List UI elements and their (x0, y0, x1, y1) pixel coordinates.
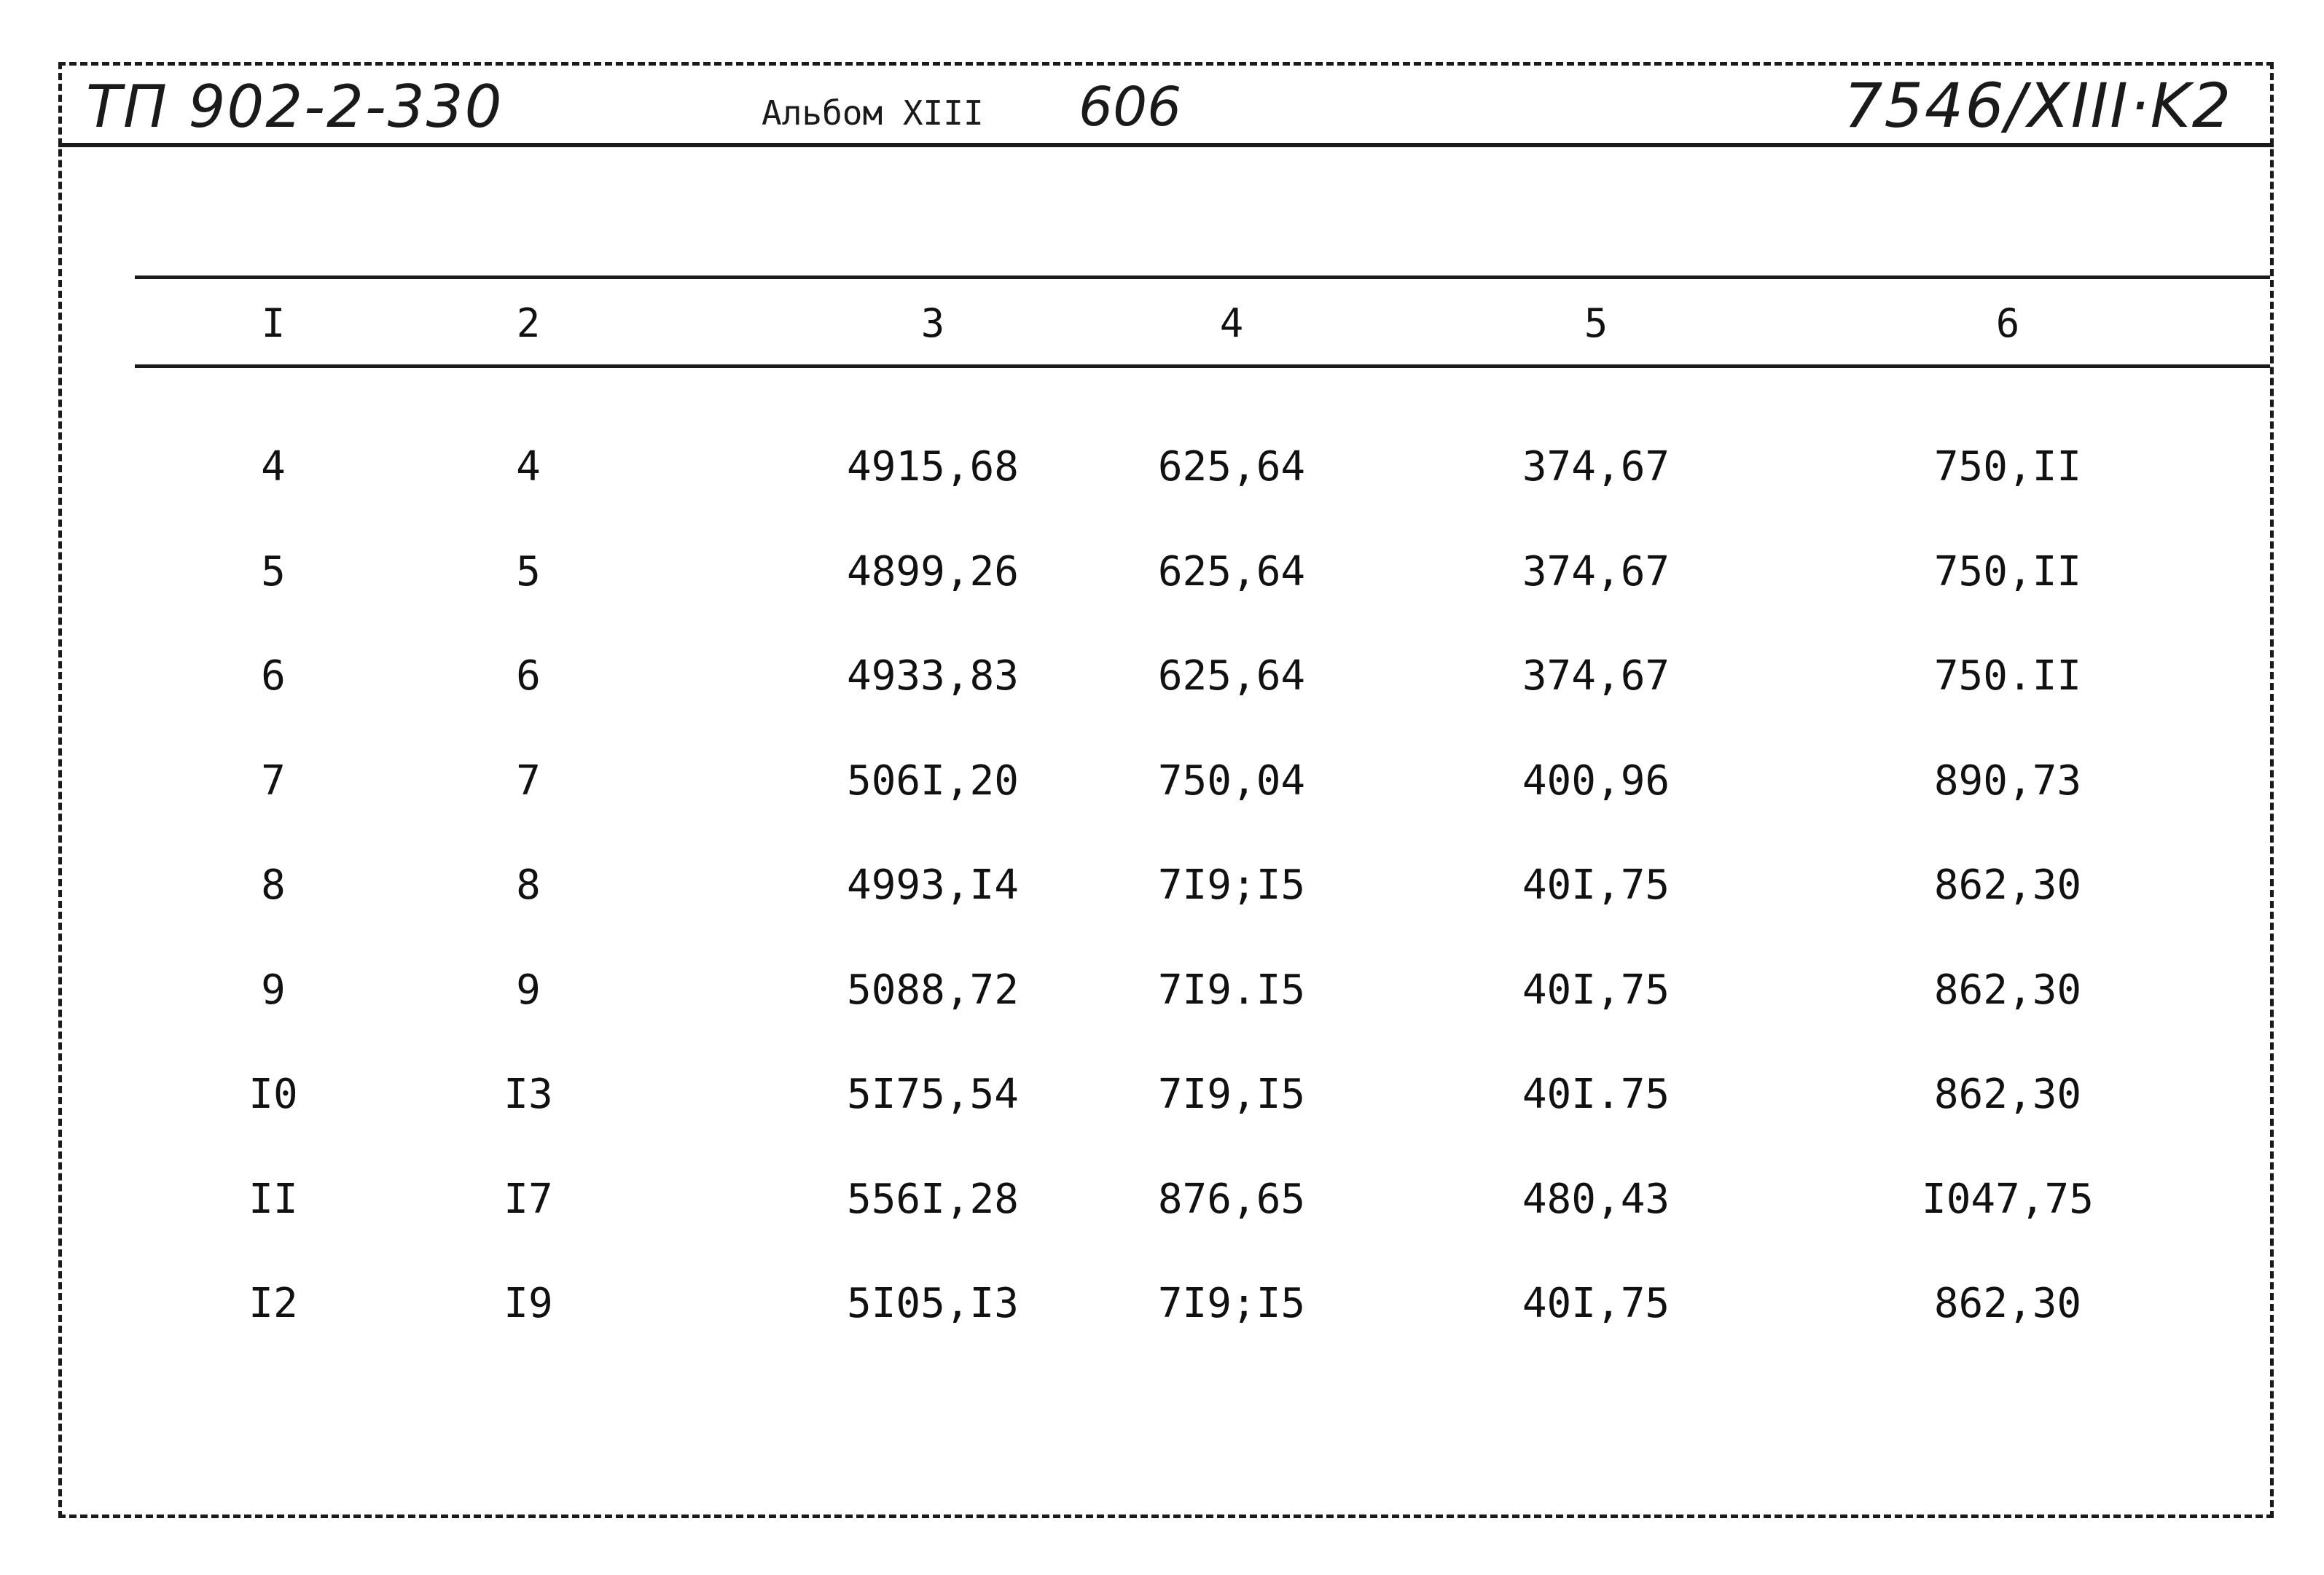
table-cell: 4933,83 (846, 652, 1019, 700)
table-cell: 374,67 (1522, 443, 1670, 491)
table-cell: I7 (504, 1176, 553, 1223)
table-cell: I3 (504, 1071, 553, 1118)
table-cell: 4915,68 (846, 443, 1019, 491)
table-cell: 625,64 (1157, 443, 1306, 491)
table-cell: 862,30 (1933, 861, 2082, 909)
table-cell: 750,II (1933, 443, 2082, 491)
table-cell: 506I,20 (846, 757, 1019, 805)
table-cell: 40I,75 (1522, 966, 1670, 1014)
table-cell: 862,30 (1933, 966, 2082, 1014)
table-row (0, 548, 2324, 606)
column-header: 3 (920, 300, 945, 346)
table-cell: 5I75,54 (846, 1071, 1019, 1118)
album-label: Альбом XIII (762, 93, 984, 133)
table-row (0, 652, 2324, 711)
table-cell: 40I,75 (1522, 861, 1670, 909)
table-cell: 4 (261, 443, 286, 491)
table-cell: 40I.75 (1522, 1071, 1670, 1118)
reference-code: 7546/XIII·K2 (1844, 70, 2233, 141)
column-header: 5 (1584, 300, 1608, 346)
table-row (0, 861, 2324, 920)
column-header: 4 (1219, 300, 1244, 346)
column-header: 6 (1995, 300, 2020, 346)
table-cell: 876,65 (1157, 1176, 1306, 1223)
header-rule (58, 143, 2274, 147)
table-cell: 625,64 (1157, 652, 1306, 700)
table-cell: I9 (504, 1280, 553, 1327)
table-cell: 7I9;I5 (1157, 1280, 1306, 1327)
table-cell: 400,96 (1522, 757, 1670, 805)
table-cell: 6 (261, 652, 286, 700)
table-cell: 9 (516, 966, 541, 1014)
table-cell: I0 (249, 1071, 298, 1118)
table-cell: 5088,72 (846, 966, 1019, 1014)
table-cell: 7 (261, 757, 286, 805)
table-cell: 5 (261, 548, 286, 595)
table-cell: 480,43 (1522, 1176, 1670, 1223)
table-row (0, 757, 2324, 816)
table-cell: 374,67 (1522, 548, 1670, 595)
table-cell: 625,64 (1157, 548, 1306, 595)
document-code: ТП 902-2-330 (86, 73, 504, 141)
table-row (0, 966, 2324, 1025)
table-cell: 40I,75 (1522, 1280, 1670, 1327)
table-cell: 374,67 (1522, 652, 1670, 700)
table-cell: 862,30 (1933, 1071, 2082, 1118)
table-cell: 5I05,I3 (846, 1280, 1019, 1327)
table-cell: 4993,I4 (846, 861, 1019, 909)
table-cell: 890,73 (1933, 757, 2082, 805)
table-cell: 6 (516, 652, 541, 700)
sheet-number: 606 (1079, 76, 1182, 138)
column-header: 2 (516, 300, 541, 346)
table-header-rule (135, 364, 2270, 368)
table-cell: 7 (516, 757, 541, 805)
table-row (0, 1280, 2324, 1338)
table-cell: 556I,28 (846, 1176, 1019, 1223)
table-cell: 9 (261, 966, 286, 1014)
table-cell: 7I9.I5 (1157, 966, 1306, 1014)
table-cell: I2 (249, 1280, 298, 1327)
column-header: I (261, 300, 286, 346)
table-top-rule (135, 275, 2270, 279)
table-cell: 7I9;I5 (1157, 861, 1306, 909)
table-cell: II (249, 1176, 298, 1223)
table-row (0, 443, 2324, 501)
table-cell: 8 (261, 861, 286, 909)
table-row (0, 1176, 2324, 1234)
table-cell: 5 (516, 548, 541, 595)
table-cell: 4 (516, 443, 541, 491)
table-cell: 750.II (1933, 652, 2082, 700)
table-cell: 862,30 (1933, 1280, 2082, 1327)
table-cell: I047,75 (1921, 1176, 2094, 1223)
table-cell: 750,04 (1157, 757, 1306, 805)
table-cell: 4899,26 (846, 548, 1019, 595)
table-cell: 750,II (1933, 548, 2082, 595)
table-cell: 7I9,I5 (1157, 1071, 1306, 1118)
table-cell: 8 (516, 861, 541, 909)
table-row (0, 1071, 2324, 1129)
